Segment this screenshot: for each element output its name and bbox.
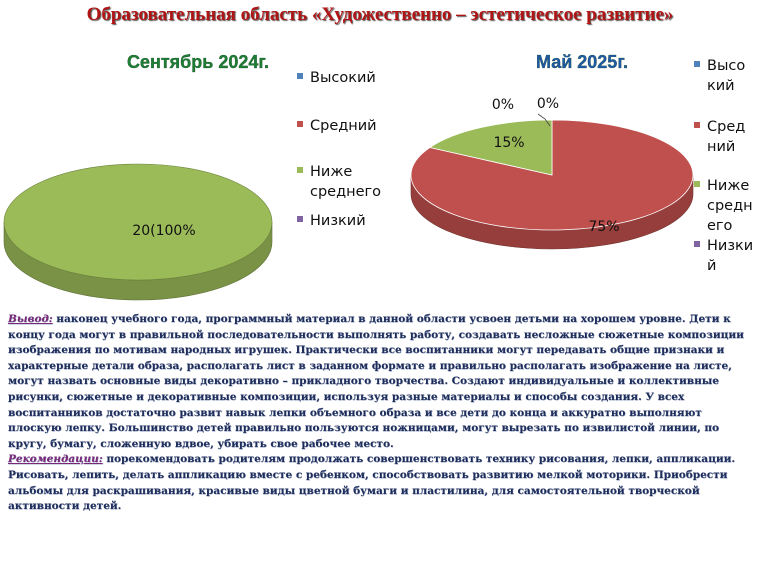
recommendations-heading: Рекомендации: [8, 453, 103, 466]
conclusion-paragraph [8, 312, 752, 452]
summary-text [8, 312, 752, 515]
chart-title: Сентябрь 2024г. [126, 52, 270, 72]
legend-swatch-ниже-среднего [694, 181, 700, 187]
legend-label-средний: Сред ний [707, 119, 746, 155]
legend-label-низкий: Низкий [310, 213, 366, 229]
conclusion-text: наконец учебного года, программный материал в данной области усвоен детьми на хорошем уровне. Дети к концу года могут в правильной последовательности выполнять работу, создавать несложные сюжетные композиции изображения по мотивам народных игрушек. Практически все воспитанники могут передавать общие признаки и характерные детали образа, располагать лист в заданном формате и правильно располагать изображение на листе, могут назвать основные виды декоративно – прикладного творчества. Создают индивидуальные и коллективные рисунки, сюжетные и декоративные композиции, используя разные материалы и способы создания. У всех воспитанников достаточно развит навык лепки объемного образа и все дети до конца и аккуратно выполняют плоскую лепку. Большинство детей правильно пользуются ножницами, могут вырезать по извилистой линии, по кругу, бумагу, сложенную вдвое, убирать свое рабочее место. [8, 313, 744, 450]
recommendations-text: порекомендовать родителям продолжать совершенствовать технику рисования, лепки, аппликации. Рисовать, лепить, делать аппликацию вместе с ребенком, способствовать развитию мелкой моторики. Приобрести альбомы для раскрашивания, красивые виды цветной бумаги и пластилина, для самостоятельной творческой активности детей. [8, 453, 736, 513]
legend-swatch-высокий [694, 61, 700, 67]
legend-swatch-средний [694, 122, 700, 128]
chart-september-2024 [4, 52, 381, 300]
data-label-высокий: 0% [491, 97, 515, 113]
page-title: Образовательная область «Художественно – эстетическое развитие» [86, 4, 674, 25]
slice-ниже-среднего [4, 164, 272, 280]
legend-label-высокий: Высокий [310, 70, 376, 86]
legend-label-средний: Средний [310, 118, 377, 134]
legend-label-ниже-среднего: Ниже средн его [707, 178, 753, 234]
legend-swatch-средний [297, 121, 303, 127]
data-label-ниже-среднего: 20(100% [132, 223, 196, 239]
legend-label-низкий: Низки й [707, 238, 754, 274]
legend-label-ниже-среднего: Ниже среднего [310, 164, 382, 200]
recommendations-paragraph [8, 452, 752, 514]
legend-swatch-ниже-среднего [297, 167, 303, 173]
data-label-ниже-среднего: 15% [493, 135, 525, 151]
conclusion-heading: Вывод: [8, 313, 53, 325]
data-label-низкий: 0% [536, 96, 560, 112]
legend-swatch-низкий [297, 216, 303, 222]
data-label-средний: 75% [588, 219, 620, 235]
chart-title: Май 2025г. [535, 52, 629, 72]
legend-swatch-высокий [297, 73, 303, 79]
legend-label-высокий: Высо кий [707, 58, 746, 94]
chart-may-2025 [411, 52, 753, 274]
legend-swatch-низкий [694, 241, 700, 247]
